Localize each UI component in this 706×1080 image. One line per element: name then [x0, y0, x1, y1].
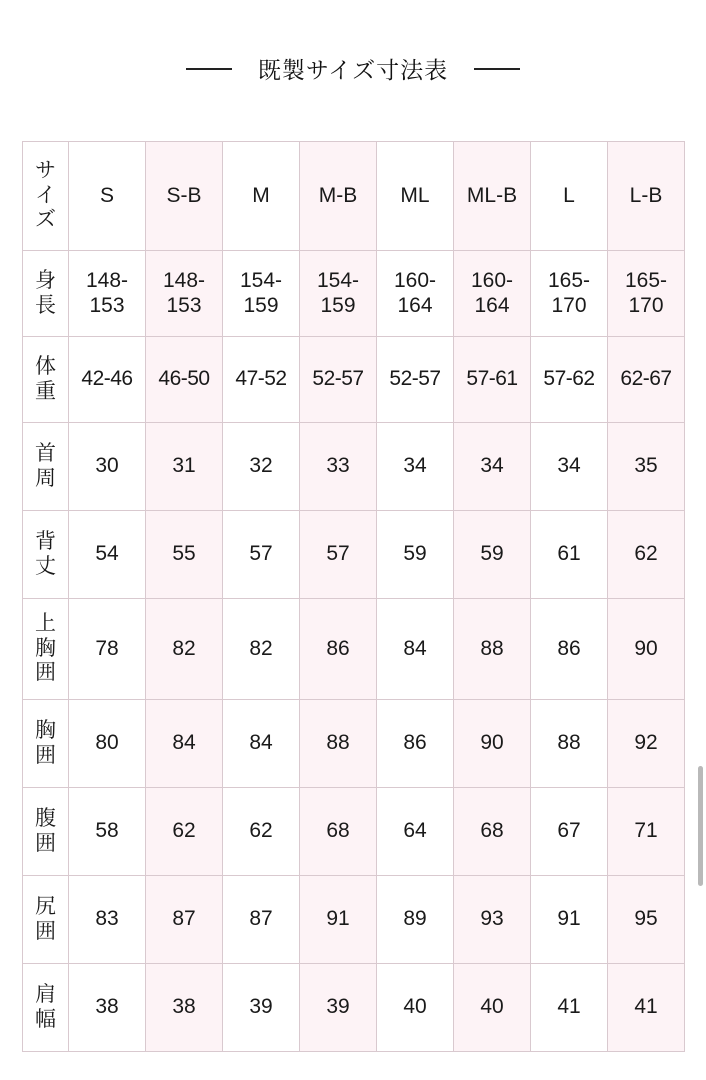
- table-cell: 39: [300, 964, 377, 1052]
- table-header-row: [23, 142, 685, 251]
- title-rule-right: [474, 68, 520, 70]
- title-rule-left: [186, 68, 232, 70]
- table-cell: 62-67: [608, 337, 685, 423]
- table-cell: 148- 153: [146, 251, 223, 337]
- size-chart: [22, 141, 684, 1052]
- table-row: [23, 251, 685, 337]
- table-cell: 47-52: [223, 337, 300, 423]
- table-row: [23, 700, 685, 788]
- table-cell: 88: [300, 700, 377, 788]
- table-cell: 91: [300, 876, 377, 964]
- column-header-l: L: [531, 142, 608, 251]
- row-label: 胸 囲: [23, 700, 69, 788]
- table-cell: 34: [531, 423, 608, 511]
- table-corner-label: サ イ ズ: [23, 142, 69, 251]
- table-cell: 64: [377, 788, 454, 876]
- table-cell: 88: [531, 700, 608, 788]
- table-cell: 154- 159: [300, 251, 377, 337]
- table-cell: 62: [223, 788, 300, 876]
- table-row: [23, 511, 685, 599]
- table-row: [23, 337, 685, 423]
- table-cell: 59: [454, 511, 531, 599]
- table-cell: 52-57: [300, 337, 377, 423]
- table-cell: 82: [146, 599, 223, 700]
- table-cell: 59: [377, 511, 454, 599]
- table-cell: 52-57: [377, 337, 454, 423]
- table-cell: 40: [454, 964, 531, 1052]
- table-cell: 39: [223, 964, 300, 1052]
- column-header-l-b: L-B: [608, 142, 685, 251]
- table-cell: 90: [608, 599, 685, 700]
- title-text: 既製サイズ寸法表: [257, 57, 449, 83]
- column-header-ml-b: ML-B: [454, 142, 531, 251]
- table-cell: 42-46: [69, 337, 146, 423]
- row-label: 身 長: [23, 251, 69, 337]
- table-cell: 57-61: [454, 337, 531, 423]
- table-cell: 154- 159: [223, 251, 300, 337]
- table-cell: 30: [69, 423, 146, 511]
- table-cell: 91: [531, 876, 608, 964]
- row-label: 腹 囲: [23, 788, 69, 876]
- table-cell: 57-62: [531, 337, 608, 423]
- table-cell: 71: [608, 788, 685, 876]
- table-cell: 86: [300, 599, 377, 700]
- table-cell: 84: [146, 700, 223, 788]
- table-cell: 34: [454, 423, 531, 511]
- table-row: [23, 964, 685, 1052]
- table-cell: 55: [146, 511, 223, 599]
- table-cell: 38: [146, 964, 223, 1052]
- table-cell: 62: [608, 511, 685, 599]
- table-cell: 46-50: [146, 337, 223, 423]
- table-row: [23, 423, 685, 511]
- row-label: 背 丈: [23, 511, 69, 599]
- table-cell: 88: [454, 599, 531, 700]
- table-cell: 33: [300, 423, 377, 511]
- table-cell: 32: [223, 423, 300, 511]
- table-cell: 31: [146, 423, 223, 511]
- scrollbar[interactable]: [698, 766, 703, 886]
- column-header-m: M: [223, 142, 300, 251]
- table-cell: 57: [223, 511, 300, 599]
- column-header-s: S: [69, 142, 146, 251]
- row-label: 尻 囲: [23, 876, 69, 964]
- table-cell: 78: [69, 599, 146, 700]
- row-label: 上 胸 囲: [23, 599, 69, 700]
- table-cell: 95: [608, 876, 685, 964]
- table-cell: 90: [454, 700, 531, 788]
- table-cell: 93: [454, 876, 531, 964]
- table-cell: 165- 170: [608, 251, 685, 337]
- table-row: [23, 599, 685, 700]
- table-cell: 34: [377, 423, 454, 511]
- table-cell: 40: [377, 964, 454, 1052]
- table-cell: 160- 164: [454, 251, 531, 337]
- table-cell: 35: [608, 423, 685, 511]
- table-cell: 148- 153: [69, 251, 146, 337]
- table-cell: 89: [377, 876, 454, 964]
- column-header-m-b: M-B: [300, 142, 377, 251]
- table-cell: 87: [146, 876, 223, 964]
- table-cell: 62: [146, 788, 223, 876]
- table-cell: 84: [377, 599, 454, 700]
- table-cell: 57: [300, 511, 377, 599]
- column-header-ml: ML: [377, 142, 454, 251]
- table-cell: 86: [531, 599, 608, 700]
- column-header-s-b: S-B: [146, 142, 223, 251]
- table-cell: 80: [69, 700, 146, 788]
- table-row: [23, 788, 685, 876]
- table-cell: 58: [69, 788, 146, 876]
- table-cell: 84: [223, 700, 300, 788]
- table-cell: 54: [69, 511, 146, 599]
- table-cell: 83: [69, 876, 146, 964]
- table-cell: 67: [531, 788, 608, 876]
- table-cell: 92: [608, 700, 685, 788]
- table-cell: 38: [69, 964, 146, 1052]
- size-table: [22, 141, 685, 1052]
- table-cell: 68: [454, 788, 531, 876]
- table-cell: 41: [531, 964, 608, 1052]
- table-cell: 165- 170: [531, 251, 608, 337]
- table-cell: 61: [531, 511, 608, 599]
- table-cell: 82: [223, 599, 300, 700]
- table-cell: 160- 164: [377, 251, 454, 337]
- table-cell: 68: [300, 788, 377, 876]
- page-title: [0, 0, 706, 95]
- table-row: [23, 876, 685, 964]
- row-label: 体 重: [23, 337, 69, 423]
- table-cell: 87: [223, 876, 300, 964]
- table-cell: 41: [608, 964, 685, 1052]
- row-label: 肩 幅: [23, 964, 69, 1052]
- table-cell: 86: [377, 700, 454, 788]
- row-label: 首 周: [23, 423, 69, 511]
